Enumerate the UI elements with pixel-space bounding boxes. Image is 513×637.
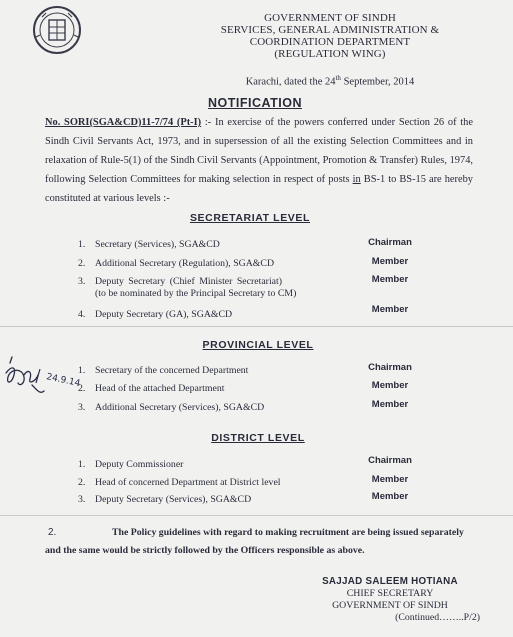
item-text: Secretary of the concerned Department	[95, 365, 249, 376]
date-rest: September, 2014	[340, 76, 415, 88]
item-number: 3.	[78, 494, 86, 505]
item-role: Member	[371, 304, 409, 315]
item-text: Deputy Secretary (Chief Minister Secretariat)	[95, 276, 282, 287]
item-number: 1.	[78, 365, 86, 376]
item-role: Chairman	[368, 237, 412, 248]
item-number: 1.	[78, 459, 86, 470]
item-role: Member	[371, 380, 409, 391]
item-text: Deputy Secretary (GA), SGA&CD	[95, 309, 233, 320]
policy-line-2: and the same would be strictly followed by the Officers responsible as above.	[45, 545, 365, 556]
item-text: Head of the attached Department	[95, 383, 225, 394]
item-number: 1.	[78, 239, 86, 250]
notification-paragraph	[45, 113, 473, 208]
handwritten-signature	[2, 355, 84, 405]
continued-note: (Continued……..P/2)	[395, 612, 480, 623]
signature-block	[290, 576, 490, 624]
item-role: Member	[371, 491, 409, 502]
item-number: 2.	[78, 258, 86, 269]
item-number: 3.	[78, 276, 86, 287]
paper-fold-line	[0, 326, 513, 327]
district-level-heading: DISTRICT LEVEL	[211, 432, 305, 444]
secretariat-level-heading: SECRETARIAT LEVEL	[189, 212, 311, 224]
government-seal-icon	[32, 5, 82, 55]
date-line	[200, 74, 460, 88]
item-role: Member	[371, 274, 409, 285]
policy-line-1: The Policy guidelines with regard to making recruitment are being issued separately	[112, 527, 464, 538]
date-suffix: th	[335, 74, 341, 82]
item-number: 2.	[78, 477, 86, 488]
paragraph-tail: BS-1 to BS-15 are hereby constituted at various levels :-	[45, 174, 473, 204]
letterhead-line: COORDINATION DEPARTMENT	[249, 36, 411, 48]
signatory-designation: CHIEF SECRETARY	[346, 588, 434, 599]
item-role: Member	[371, 399, 409, 410]
paper-fold-line	[0, 515, 513, 516]
item-text: Deputy Commissioner	[95, 459, 184, 470]
item-text: Secretary (Services), SGA&CD	[95, 239, 220, 250]
item-role: Member	[371, 256, 409, 267]
signatory-organization: GOVERNMENT OF SINDH	[332, 600, 448, 611]
item-number: 2.	[78, 383, 86, 394]
letterhead-line: (REGULATION WING)	[274, 48, 386, 60]
item-text: Additional Secretary (Regulation), SGA&CD	[95, 258, 275, 269]
date-prefix: Karachi, dated the 24	[245, 76, 336, 88]
letterhead	[200, 12, 460, 60]
reference-number: No. SORI(SGA&CD)11-7/74 (Pt-I)	[45, 117, 202, 128]
item-role: Member	[371, 474, 409, 485]
item-number: 3.	[78, 402, 86, 413]
letterhead-line: SERVICES, GENERAL ADMINISTRATION &	[220, 24, 440, 36]
item-role: Chairman	[368, 362, 412, 373]
paragraph-number: 2.	[48, 527, 57, 538]
paragraph-in: in	[352, 174, 361, 185]
item-text: Head of concerned Department at District level	[95, 477, 281, 488]
letterhead-line: GOVERNMENT OF SINDH	[264, 12, 396, 24]
item-text: Deputy Secretary (Services), SGA&CD	[95, 494, 252, 505]
provincial-level-heading: PROVINCIAL LEVEL	[202, 339, 314, 351]
item-number: 4.	[78, 309, 86, 320]
notification-title: NOTIFICATION	[208, 96, 302, 110]
signatory-name: SAJJAD SALEEM HOTIANA	[322, 576, 458, 587]
item-text: Additional Secretary (Services), SGA&CD	[95, 402, 265, 413]
handwritten-date: 24.9.14	[45, 372, 82, 390]
item-text-line2: (to be nominated by the Principal Secretary to CM)	[95, 288, 297, 299]
paragraph-body: :- In exercise of the powers conferred under Section 26 of the Sindh Civil Servants Act, 1973, and in supersession of all the existing Selection Committees and in relaxation of Rule-5(1) of the Sindh Civil Servants (Appointment, Promotion & Transfer) Rules, 1974, following Selection Committees for making selection in respect of posts	[45, 117, 473, 185]
item-role: Chairman	[368, 455, 412, 466]
